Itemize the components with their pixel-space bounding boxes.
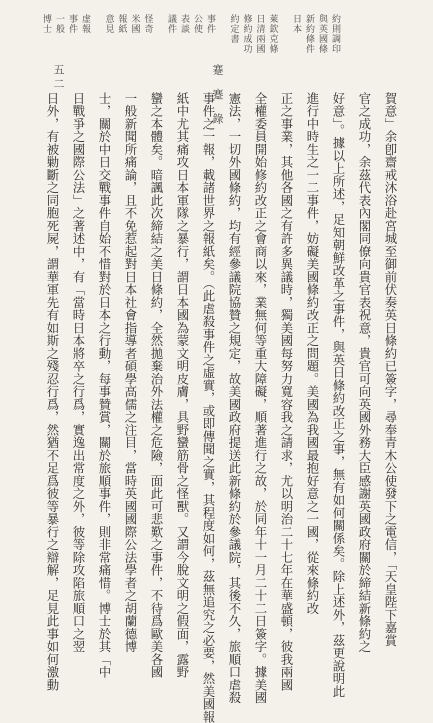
text-column: 日外，有被勦斷之同胞死屍，謂華軍先有如斯之殘忍行爲，然猶不足爲彼等暴行之辯解，足見此事如何激動 bbox=[45, 92, 60, 692]
margin-note-line: 虚報 bbox=[80, 14, 90, 34]
text-column: 憲法，一切外國條約，均有經參議院協贊之規定，故美國政府提送此新條約於參議院，其後不久，旅順口虐殺 bbox=[227, 92, 242, 704]
text-column: 進行中時生之一二事件，妨礙美國條約改正之問題。美國為我國最抱好意之一國，從來條約改 bbox=[305, 92, 320, 615]
text-column: 蠻之本體矣。暗諷此次締結之美日條約，全然拋棄治外法權之危險，面此可悲歎之事件，不待爲歐美各國 bbox=[149, 92, 164, 679]
margin-note bbox=[103, 14, 153, 94]
margin-note bbox=[290, 14, 340, 94]
running-header: 蹇 蹇 錄 bbox=[211, 64, 224, 129]
margin-note-line: 意見 bbox=[103, 14, 114, 34]
margin-note-line: 怪奇 bbox=[142, 14, 153, 34]
text-column: 好意」。據以上所述，足知朝鮮改革之事件，與英日條約改正之事，無有如何關係矣。除上述外，茲更說明此 bbox=[331, 92, 346, 698]
margin-index bbox=[40, 14, 340, 94]
text-column: 正之事業，其他各國之有許多異議時，獨美國每努力寬容我之請求，尤以明治二十七年在華盛頓，彼我兩國 bbox=[279, 92, 294, 692]
margin-note-line: 報紙 bbox=[116, 14, 127, 34]
margin-note-line: 事件 bbox=[67, 14, 77, 34]
margin-note-line: 約定書 bbox=[228, 14, 239, 44]
text-column: 全權委員開始修約改正之會商以來，業無何等重大障礙，順著進行之故，於同年十一月二十二日簽字。據美國 bbox=[253, 92, 268, 704]
text-column: 一般新聞所痛論，且不免惹起對日本社會指導者碩學高儒之注目，當時英國國際公法學者之胡蘭德博 bbox=[123, 92, 138, 653]
margin-note-line: 公使 bbox=[192, 14, 202, 34]
body-text bbox=[44, 92, 398, 723]
margin-note-line: 萊欽克條 bbox=[267, 14, 278, 54]
margin-note-line: 日清兩國 bbox=[254, 14, 265, 54]
margin-note-line: 與英國條 bbox=[317, 14, 327, 54]
text-column: 事件之一報，載諸世界之報紙矣。（此虐殺事件之虛實，或即傳聞之實，其程度如何，茲無追究之必要，然美國報 bbox=[201, 92, 216, 723]
text-column: 紙中尤其痛攻日本軍隊之暴行，謂日本國為蒙文明皮膚，具野蠻筋骨之怪獸。又謂今脫文明之假面，露野 bbox=[175, 92, 190, 679]
margin-note-line: 約則調印 bbox=[330, 14, 340, 54]
text-column: 官之成功，余茲代表內閣同僚向貴官表祝意，貴官可向英國外務大臣感謝英國政府關於締結新條約之 bbox=[357, 92, 372, 653]
page-number: 五二 bbox=[52, 64, 65, 92]
margin-note-line: 米國 bbox=[129, 14, 140, 34]
text-column: 日戰爭之國際公法」之著述中，有「當時日本將卒之行爲，實逸出常度之外，彼等除攻陷旅順口之翌 bbox=[71, 92, 86, 653]
margin-note-line: 新約條件 bbox=[304, 14, 314, 54]
margin-note-line: 一般 bbox=[54, 14, 64, 34]
margin-note-line: 事件 bbox=[205, 14, 215, 34]
margin-note-line: 議件 bbox=[166, 14, 176, 34]
margin-note bbox=[165, 14, 215, 94]
margin-note-line: 日本 bbox=[291, 14, 301, 34]
margin-note-line: 表談 bbox=[179, 14, 189, 34]
text-column: 賀意」余卽齋戒沐浴赴宮城至御前伏奏英日條約已簽字，尋奉青木公使發下之電信，「天皇陛下嘉賞 bbox=[383, 92, 398, 647]
margin-note bbox=[228, 14, 278, 94]
text-column: 士，關於中日交戰事件自始不惜對於日本之行動，每事贊賞，關於旅順事件，則非常痛惜。博士於其「中 bbox=[97, 92, 112, 679]
margin-note-line: 修約成功 bbox=[241, 14, 252, 54]
margin-note-line: 博士 bbox=[41, 14, 51, 34]
